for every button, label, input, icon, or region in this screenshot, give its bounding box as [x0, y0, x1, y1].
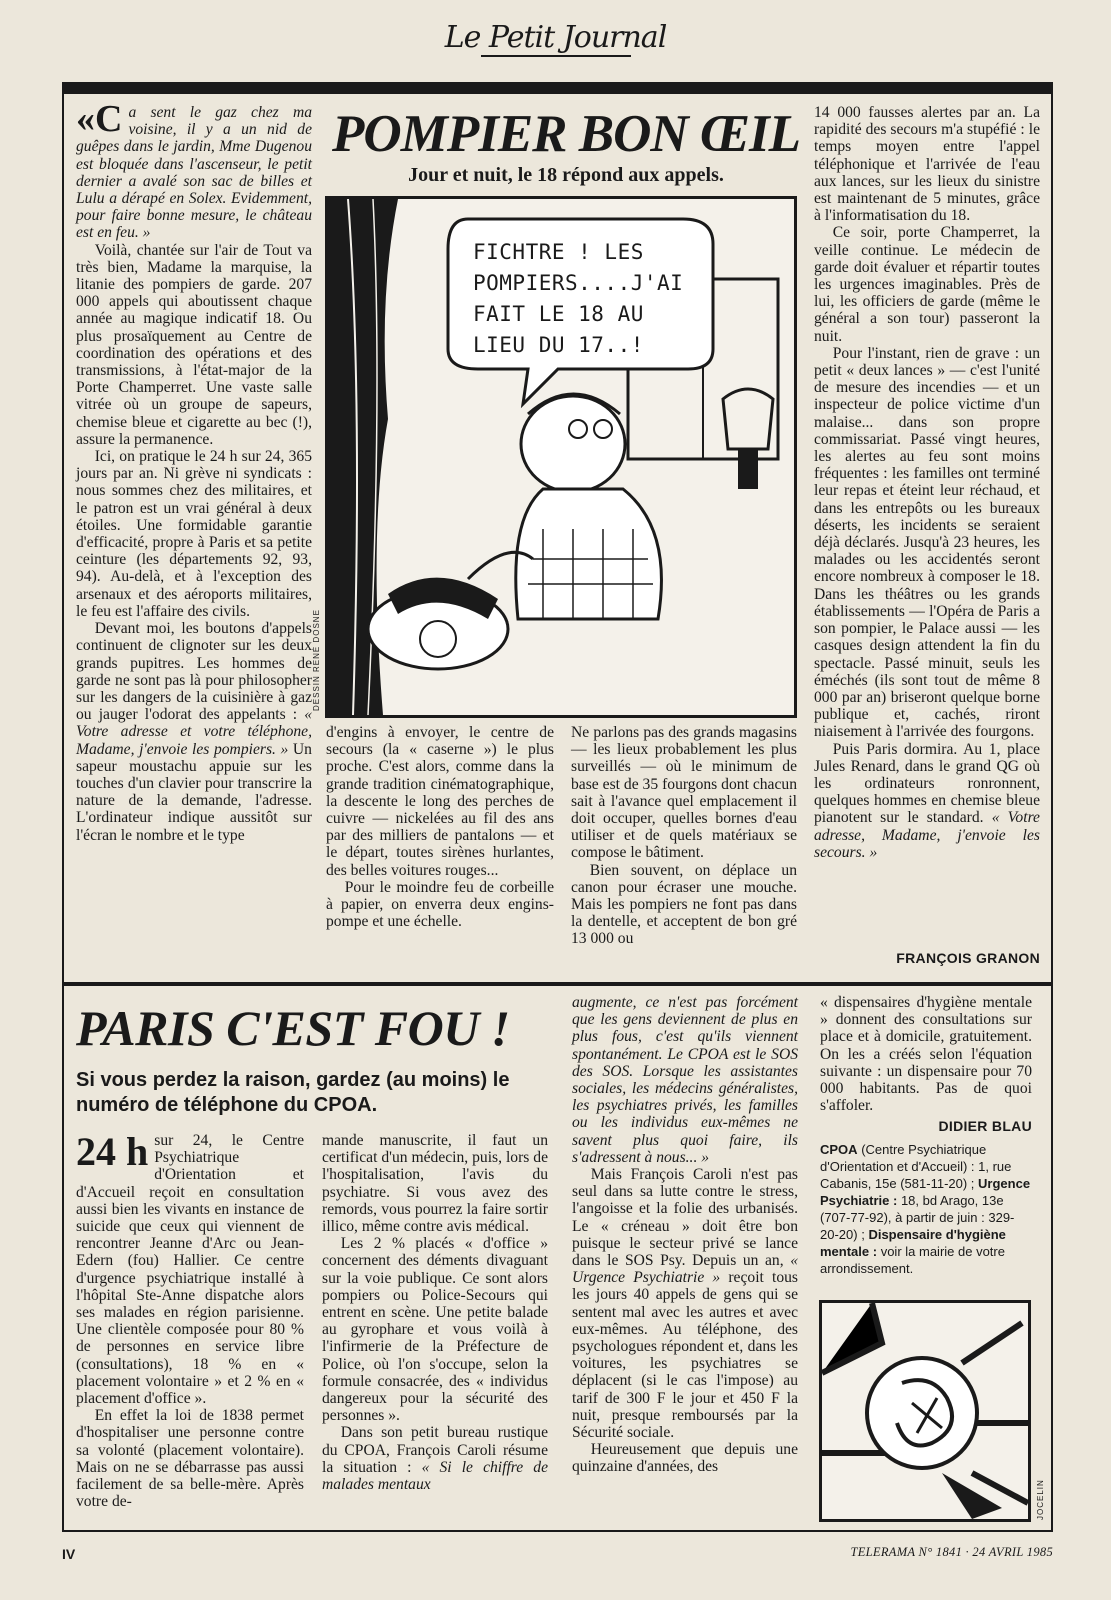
article1-paragraph: Pour l'instant, rien de grave : un petit « deux lances » — c'est l'unité de mesure des incendies — et un inspecteur de police victime d'un malaise... dans son propre commissariat. Passé vingt heures, les alertes au feu sont moins fréquentes : les familles ont terminé leur repas et éteint leur réchaud, et dans les entrepôts ou les bureaux déserts, les incidents se seraient déjà déclarés. Jusqu'à 23 heures, les malades ou les accidentés seront encore nombreux à composer le 18. Dans les théâtres ou les grands établissements — l'Opéra de Paris a son pompier, le Palace aussi — les casques design attendent la fin du spectacle. Passé minuit, seuls les éméchés (ils sont tout de même 8 000 par an) briseront quelque borne publique et, cachés, riront niaisement à l'arrivée des fourgons.: [814, 344, 1040, 741]
article1-lede: a sent le gaz chez ma voisine, il y a un nid de guêpes dans le jardin, Mme Dugenou est bloquée dans l'ascenseur, le petit dernier a avalé son sac de billes et Lulu a dérapé en Solex. Evidemment, pour faire bonne mesure, le château est en feu. »: [76, 104, 312, 242]
article1-paragraph: d'engins à envoyer, le centre de secours (la « caserne ») le plus proche. C'est alors, comme dans la grande tradition cinématographique, la descente le long des perches de cuivre — nickelées au fil des ans par des milliers de pantalons — et le départ, toutes sirènes hurlantes, des belles voitures rouges...: [326, 724, 554, 879]
article2-title: PARIS C'EST FOU !: [76, 1000, 510, 1056]
article1-paragraph: Ce soir, porte Champerret, la veille continue. Le médecin de garde doit évaluer et répartir toutes les urgences imaginables. Près de lui, les officiers de garde (même le général a son tour) passeront la nuit.: [814, 224, 1040, 345]
cartoon-credit: DESSIN RENÉ DOSNE: [312, 609, 321, 711]
article1-paragraph: 14 000 fausses alertes par an. La rapidité des secours m'a stupéfié : le temps moyen entre l'appel téléphonique et l'arrivée de l'eau aux lances, sur les lieux du sinistre est maintenant de 5 minutes, grâce à l'informatisation du 18.: [814, 104, 1040, 225]
article2-subtitle: Si vous perdez la raison, gardez (au moins) le numéro de téléphone du CPOA.: [76, 1069, 510, 1116]
article1-column-4: [814, 104, 1040, 861]
article1-subtitle: Jour et nuit, le 18 répond aux appels.: [408, 164, 724, 186]
info-box: CPOA (Centre Psychiatrique d'Orientation et d'Accueil) : 1, rue Cabanis, 15e (581-11-20) ; Urgence Psychiatrie : 18, bd Arago, 13e (707-77-92), à partir de juin : 329-20-20) ; Dispensaire d'hygiène mentale : voir la mairie de votre arrondissement.: [820, 1142, 1031, 1276]
article2-column-3: [572, 994, 798, 1476]
article2-paragraph: Mais François Caroli n'est pas seul dans sa lutte contre le stress, l'angoisse et la folie des urbanisés. Le « créneau » doit être bon puisque le secteur privé se lance dans le SOS Psy. Depuis un an, « Urgence Psychiatrie » reçoit tous les jours 40 appels de gens qui se sentent mal avec les autres et avec eux-mêmes. Au téléphone, des psychologues répondent et, dans les voitures, les psychiatres se déplacent (si le cas l'impose) au tarif de 300 F le jour et 450 F la nuit, presque remboursés par la Sécurité sociale.: [572, 1166, 798, 1442]
issue-footer: TELERAMA N° 1841 · 24 AVRIL 1985: [850, 1545, 1053, 1559]
masthead-title: Le Petit Journal: [444, 20, 667, 55]
article1-column-1: [76, 98, 312, 844]
article2-column-2: [322, 1132, 548, 1493]
article1-paragraph: Puis Paris dormira. Au 1, place Jules Renard, dans le grand QG où les ordinateurs ronronnent, quelques hommes en chemise bleue pianotent sur le standard. « Votre adresse, Madame, j'envoie les secours. »: [814, 740, 1040, 861]
article1-paragraph: Voilà, chantée sur l'air de Tout va très bien, Madame la marquise, la litanie des pompiers de garde. 207 000 appels qui aboutissent chaque année au magique indicatif 18. Ou plus prosaïquement au Centre de coordination des opérations et des transmissions, à l'état-major de la Porte Champerret. Une vaste salle vitrée où un groupe de sapeurs, chemise bleue et cigarette au bec (!), assure la permanence.: [76, 241, 312, 448]
article2-paragraph: sur 24, le Centre Psychiatrique d'Orientation et d'Accueil reçoit en consultation aussi bien les vivants en instance de suicide que ceux qui viennent de rencontrer Jeanne d'Arc ou Jean-Edern (fou) Hallier. Ce centre d'urgence psychiatrique installé à l'hôpital Ste-Anne dispatche alors ses malades en région parisienne. Une clientèle composée pour 80 % de personnes en service libre (consultations), 18 % en « placement volontaire » et 2 % en « placement d'office ».: [76, 1132, 304, 1408]
article2-lead: 24 h: [76, 1129, 149, 1174]
top-rule: [62, 82, 1053, 94]
jocelin-drawing: [822, 1303, 1028, 1519]
article2-paragraph: En effet la loi de 1838 permet d'hospitaliser une personne contre sa volonté (placement volontaire). Mais on ne se débarrasse pas aussi facilement de sa belle-mère. Après votre de-: [76, 1407, 304, 1511]
article1-paragraph: Bien souvent, on déplace un canon pour écraser une mouche. Mais les pompiers ne font pas dans la dentelle, et acceptent de bon gré 13 000 ou: [571, 861, 797, 948]
article2-paragraph: mande manuscrite, il faut un certificat d'un médecin, puis, lors de l'hospitalisation, l'avis du psychiatre. Si vous avez des remords, vous pourrez la faire sortir illico, même contre avis médical.: [322, 1132, 548, 1236]
masthead: [0, 20, 1111, 57]
illustration-credit: JOCELIN: [1036, 1479, 1045, 1520]
article2-column-4: [820, 994, 1032, 1114]
article2-paragraph: « dispensaires d'hygiène mentale » donnent des consultations sur place et à domicile, gratuitement. On les a créés selon l'équation suivante : un dispensaire pour 70 000 habitants. Pas de quoi s'affoler.: [820, 994, 1032, 1115]
article1-author: FRANÇOIS GRANON: [896, 950, 1040, 966]
masthead-underline: [481, 55, 631, 57]
article2-paragraph: Dans son petit bureau rustique du CPOA, François Caroli résume la situation : « Si le chiffre de malades mentaux: [322, 1424, 549, 1494]
page-number: IV: [62, 1546, 76, 1562]
article2-paragraph: Heureusement que depuis une quinzaine d'années, des: [572, 1441, 798, 1476]
drop-quote: «C: [76, 98, 123, 140]
article2-author: DIDIER BLAU: [938, 1118, 1032, 1134]
article1-paragraph: Ici, on pratique le 24 h sur 24, 365 jours par an. Ni grève ni syndicats : nous sommes chez des militaires, et le patron est un vrai général à deux étoiles. Une formidable garantie d'efficacité, propre à Paris et sa petite ceinture (les départements 92, 93, 94). Au-delà, et à l'exception des arsenaux et des aéroports militaires, le feu est l'affaire des civils.: [76, 448, 312, 620]
article1-column-3: [571, 724, 797, 948]
article1-column-2: [326, 724, 554, 930]
article2-column-1: [76, 1129, 304, 1511]
article1-paragraph: Ne parlons pas des grands magasins — les lieux probablement les plus surveillés — où le minimum de base est de 35 fourgons dont chacun sait à l'avance quel emplacement il doit occuper, quelles bornes d'eau utiliser et de quels matériaux se compose le bâtiment.: [571, 724, 797, 862]
jocelin-illustration: [819, 1300, 1031, 1522]
article1-title: POMPIER BON ŒIL: [332, 105, 800, 163]
cartoon-speech-bubble: FICHTRE ! LES POMPIERS....J'AI FAIT LE 18 AU LIEU DU 17..!: [473, 240, 684, 357]
article1-paragraph: Devant moi, les boutons d'appels continuent de clignoter sur les deux grands pupitres. Les hommes de garde ne sont pas là pour philosopher sur les dangers de la cuisinière à gaz ou jauger l'odorat des appelants : « Votre adresse et votre téléphone, Madame, j'envoie les pompiers. » Un sapeur moustachu appuie sur les touches d'un clavier pour transcrire la nature de la demande, l'adresse. L'ordinateur indique aussitôt sur l'écran le nombre et le type: [76, 620, 312, 844]
article2-paragraph: augmente, ce n'est pas forcément que les gens deviennent de plus en plus fous, c'est qu'ils viennent spontanément. Le CPOA est le SOS des SOS. Lorsque les assistantes sociales, les médecins généralistes, les psychiatres privés, les familles ou les individus eux-mêmes ne savent plus quoi faire, ils s'adressent à nous... »: [572, 994, 798, 1166]
article1-paragraph: Pour le moindre feu de corbeille à papier, on enverra deux engins-pompe et une échelle.: [326, 878, 554, 931]
article2-paragraph: Les 2 % placés « d'office » concernent des déments divaguant sur la voie publique. Ce sont alors pompiers ou Police-Secours qui entrent en scène. Une petite balade au gyrophare et vous voilà à l'infirmerie de la Préfecture de Police, où l'on s'occupe, selon la formule consacrée, des « individus dangereux pour la sécurité des personnes ».: [322, 1235, 548, 1425]
cartoon-illustration: [325, 196, 797, 718]
